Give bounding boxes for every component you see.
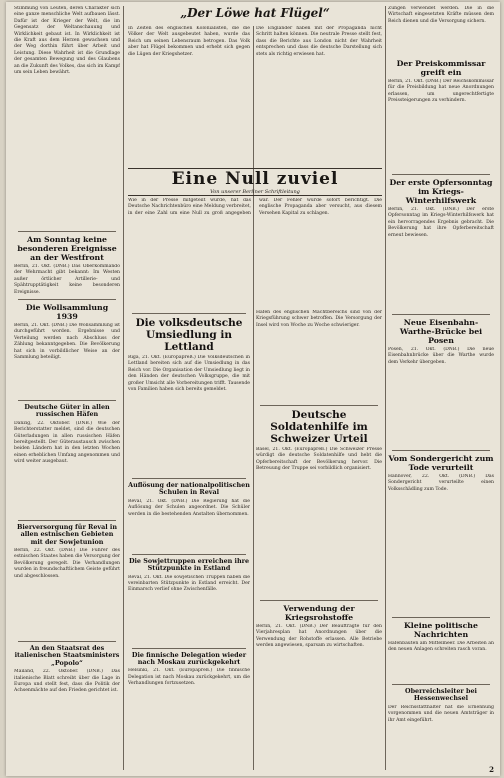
article-text: Stimmung von Leuten, deren Charakter sich eine ganze menschliche Welt aufbauen lässt. Dafür ist der Krieger der Welt, die im Gegensatz der Weltanschauung und Wirklichkeit gebaut ist. In Wirklichkeit ist die Kraft aus dem Herzen gewachsen und der Weg dorthin führt über Arbeit und Leistung. Diese Wahrheit ist die Grundlage der gesamten Bewegung und des Glaubens an die Zukunft des Volkes, das sich im Kampf um sein Leben bewährt. (14, 6, 120, 76)
headline: Verwendung der Kriegsrohstoffe (283, 604, 355, 622)
divider (392, 617, 490, 618)
divider (18, 400, 116, 401)
page-number: 2 (489, 765, 494, 774)
headline: Am Sonntag keine besonderen Ereignisse an der Westfront (17, 235, 117, 262)
article-text: Reval, 21. Okt. Die sowjetischen Truppen haben die vereinbarten Stützpunkte in Estland erreicht. Der Einmarsch verlief ohne Zwischenfälle. (128, 574, 250, 593)
column-3-lower (256, 310, 382, 770)
article-text: Riga, 21. Okt. (Europapreß.) Die Volksdeutschen in Lettland bereiten sich auf die Umsiedlung in das Reich vor. Die Organisation der Umsiedlung liegt in den Händen der deutschen Volksgruppe, die mit großer Umsicht alle Vorbereitungen trifft. Tausende von Familien haben sich bereits gemeldet. (128, 355, 250, 393)
article-text: Posen, 21. Okt. (DNB.) Die neue Eisenbahnbrücke über die Warthe wurde dem Verkehr übergeben. (388, 347, 494, 365)
divider (132, 554, 246, 555)
headline: Oberreichsleiter bei Hessenwechsel (405, 687, 477, 703)
article-text: Basel, 21. Okt. (Europapreß.) Die Schweizer Presse würdigt die deutsche Soldatenhilfe und hebt die Opferbereitschaft der Bevölkerung hervor. Die Betreuung der Truppe sei vorbildlich organisiert. (256, 447, 382, 472)
headline: Kleine politische Nachrichten (404, 621, 478, 639)
divider (260, 600, 378, 601)
article-text: Helsinki, 21. Okt. (Europapreß.) Die finnische Delegation ist nach Moskau zurückgekehrt, um die Verhandlungen fortzusetzen. (128, 668, 250, 687)
article-text: Berlin, 22. Okt. (DNB.) Die Führer des estnischen Staates haben die Versorgung der Bevölkerung geregelt. Die Verhandlungen wurden in freundschaftlichem Geiste geführt und abgeschlossen. (14, 548, 120, 579)
article-text: Hafenbauten am Mittelmeer. Die Arbeiten an den neuen Anlagen schreiten rasch voran. (388, 641, 494, 653)
divider (392, 314, 490, 315)
divider (18, 641, 116, 642)
column-3-top (256, 26, 382, 166)
article-text: Zungen verwendet werden. Die in die Wirtschaft eingesetzten Kräfte müssen dem Reich dienen und die Versorgung sichern. (388, 6, 494, 24)
headline: Bierversorgung für Reval in allen estnischen Gebieten mit der Sowjetunion (16, 522, 118, 546)
top-headline: „Der Löwe hat Flügel“ (180, 6, 330, 20)
headline: Die volksdeutsche Umsiedlung in Lettland (135, 317, 243, 353)
article-text: Mailand, 22. Oktober. (DNB.) Das italienische Blatt schreibt über die Lage in Europa und stellt fest, dass die Politik der Achsenmächte auf den Frieden gerichtet ist. (14, 669, 120, 694)
article-text: Reval, 21. Okt. (DNB.) Die Regierung hat die Auflösung der Schulen angeordnet. Die Schüler werden in die bestehenden Anstalten übernommen. (128, 498, 250, 517)
article-text: Wie in der Presse mitgeteilt wurde, hat das Deutsche Nachrichtenbüro eine Meldung verbreitet, in der eine Zahl um eine Null zu groß angegeben war. Der Fehler wurde sofort berichtigt. Die englische Propaganda aber versucht, aus diesem Versehen Kapital zu schlagen. (128, 198, 382, 216)
column-1 (14, 6, 120, 770)
divider (18, 231, 116, 232)
headline: An den Staatsrat des italienischen Staatsministers „Popolo“ (14, 644, 120, 667)
banner-headline (128, 168, 382, 196)
headline: Deutsche Güter in allen russischen Häfen (24, 403, 110, 419)
headline: Auflösung der nationalpolitischen Schulen in Reval (128, 481, 250, 497)
column-rule (385, 6, 386, 770)
article-text: Die Engländer haben mit der Propaganda nicht Schritt halten können. Die neutrale Presse stellt fest, dass die Berichte aus London nicht der Wahrheit entsprechen und dass die deutsche Darstellung sich stets als richtig erwiesen hat. (256, 26, 382, 57)
column-rule (253, 26, 254, 770)
article-text: Häfen des englischen Machtbereichs sind von der Kriegsführung schwer betroffen. Die Versorgung der Insel wird von Woche zu Woche schwieriger. (256, 310, 382, 328)
article-text: Berlin, 21. Okt. (DNB.) Der Reichskommissar für die Preisbildung hat neue Anordnungen erlassen, um ungerechtfertigte Preissteigerungen zu verhindern. (388, 79, 494, 104)
headline: Der Preiskommissar greift ein (396, 59, 486, 77)
column-4 (388, 6, 494, 770)
headline: Der erste Opfersonntag im Kriegs-Winterhilfswerk (389, 178, 493, 205)
divider (18, 299, 116, 300)
article-text: Berlin, 21. Okt. (DNB.) Der erste Opfersonntag im Kriegs-Winterhilfswerk hat ein hervorragendes Ergebnis gebracht. Die Bevölkerung hat ihre Opferbereitschaft erneut bewiesen. (388, 207, 494, 238)
headline: Neue Eisenbahn-Warthe-Brücke bei Posen (399, 318, 483, 345)
headline: Die Wollsammlung 1939 (25, 303, 109, 321)
banner-title: Eine Null zuviel (171, 169, 339, 189)
divider (132, 648, 246, 649)
divider (392, 450, 490, 451)
divider (260, 405, 378, 406)
article-text: Danzig, 22. Oktober. (DNB.) Wie der Berichterstatter meldet, sind die deutschen Güterladungen in allen russischen Häfen bereitgestellt. Der Güteraustausch zwischen beiden Ländern hat in den letzten Wochen einen erheblichen Umfang angenommen und wird weiter ausgebaut. (14, 420, 120, 465)
divider (392, 684, 490, 685)
headline: Vom Sondergericht zum Tode verurteilt (388, 454, 494, 472)
article-text: Berlin, 21. Okt. (DNB.) Die Wollsammlung ist durchgeführt worden. Ergebnisse und Verteilung werden nach Abschluss der Zählung bekanntgegeben. Die Bevölkerung hat sich in vorbildlicher Weise an der Sammlung beteiligt. (14, 323, 120, 361)
headline: Die finnische Delegation wieder nach Moskau zurückgekehrt (131, 650, 247, 667)
article-text: Berlin, 21. Okt. (DNB.) Der Beauftragte für den Vierjahresplan hat Anordnungen über die Verwendung der Rohstoffe erlassen. Alle Betriebe werden angewiesen, sparsam zu wirtschaften. (256, 624, 382, 649)
article-text: Hannover, 22. Okt. (DNB.) Das Sondergericht verurteilte einen Volksschädling zum Tode. (388, 474, 494, 492)
article-text: Der Reichsstatthalter hat die Ernennung vorgenommen und die neuen Amtsträger in ihr Amt eingeführt. (388, 704, 494, 723)
divider (132, 313, 246, 314)
banner-subtitle: Von unserer Berliner Schriftleitung (210, 189, 300, 195)
article-text: Berlin, 21. Okt. (DNB.) Das Oberkommando der Wehrmacht gibt bekannt: Im Westen außer örtlicher Artillerie- und Spähtrupptätigkeit keine besonderen Ereignisse. (14, 264, 120, 295)
headline: Deutsche Soldatenhilfe im Schweizer Urteil (270, 409, 368, 445)
newspaper-page (6, 2, 500, 776)
article-text: In Zeiten des englischen Kolonialisten, die die Völker der Welt ausgebeutet haben, wurde das Reich um seinen Lebensraum betrogen. Das Volk aber hat Flügel bekommen und erhebt sich gegen die Lügen der Kriegshetzer. (128, 26, 250, 57)
divider (18, 520, 116, 521)
column-rule (123, 6, 124, 770)
banner-article (128, 198, 382, 308)
headline: Die Sowjettruppen erreichen ihre Stützpunkte in Estland (128, 556, 250, 573)
column-2-lower (128, 310, 250, 770)
divider (392, 174, 490, 175)
divider (132, 478, 246, 479)
